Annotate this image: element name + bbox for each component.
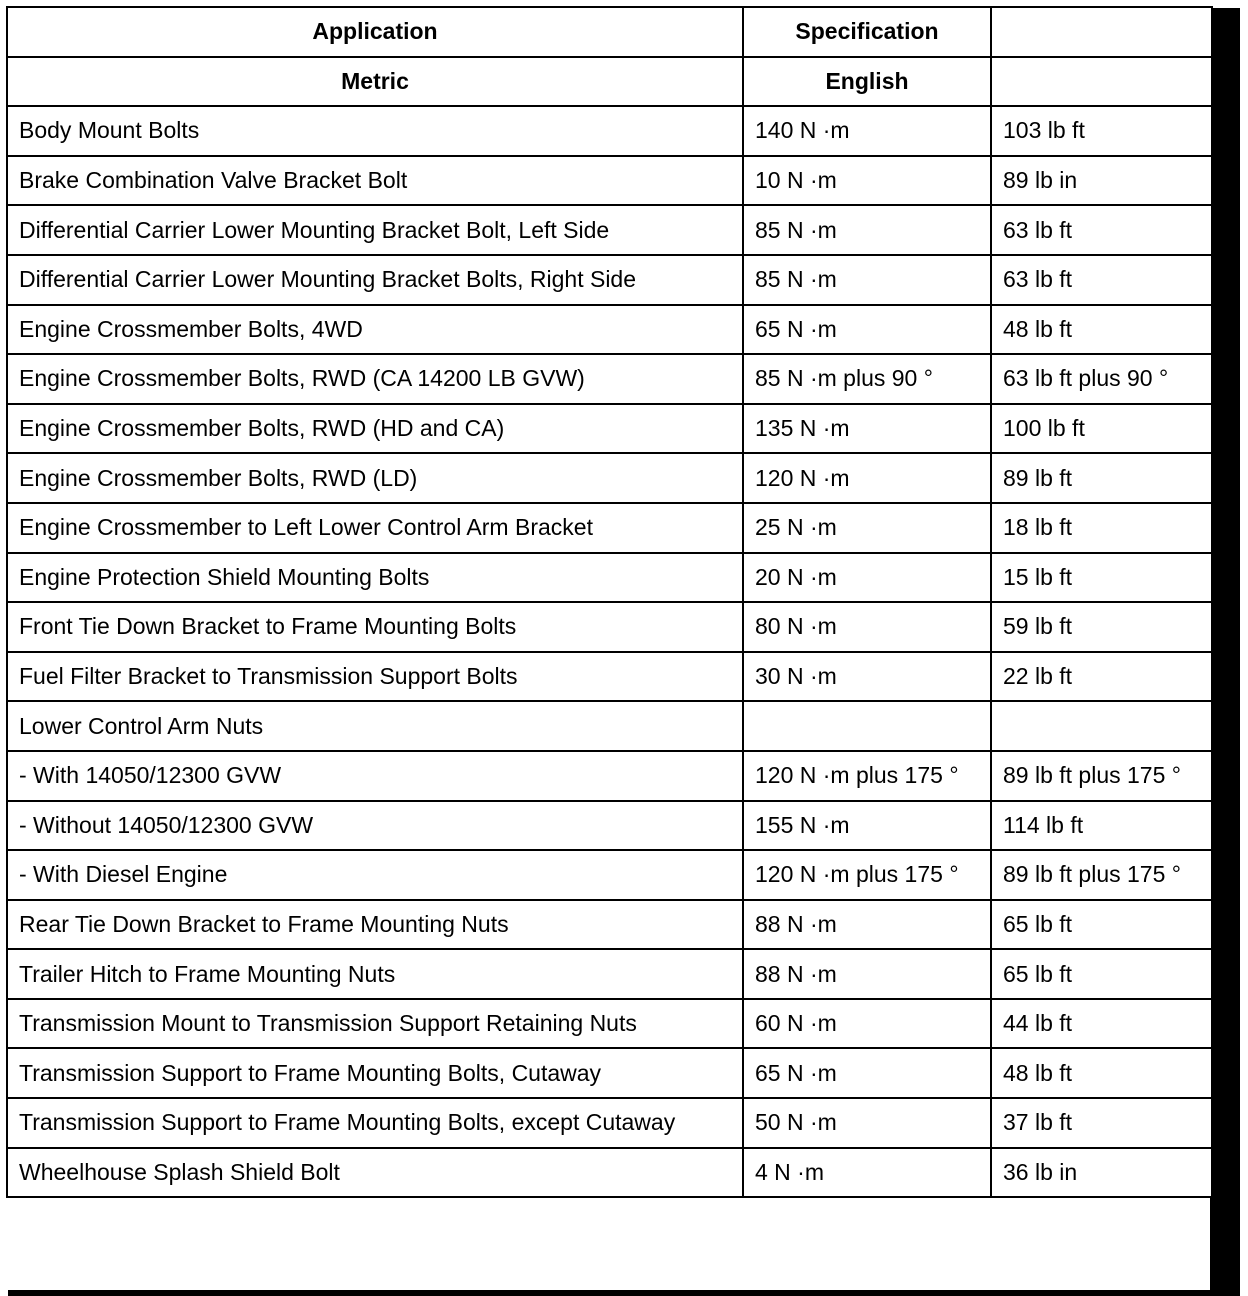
cell-metric: 85 N ·m plus 90 ° xyxy=(743,354,991,404)
cell-english: 63 lb ft xyxy=(991,255,1212,305)
header-specification: Specification xyxy=(743,7,991,57)
cell-application: Differential Carrier Lower Mounting Bracket Bolts, Right Side xyxy=(7,255,743,305)
header-row-2 xyxy=(7,57,1212,107)
cell-application: Engine Crossmember Bolts, RWD (LD) xyxy=(7,453,743,503)
cell-english: 114 lb ft xyxy=(991,801,1212,851)
cell-application: Wheelhouse Splash Shield Bolt xyxy=(7,1148,743,1198)
table-row xyxy=(7,701,1212,751)
cell-metric: 155 N ·m xyxy=(743,801,991,851)
cell-application: Fuel Filter Bracket to Transmission Support Bolts xyxy=(7,652,743,702)
table-shadow-bottom xyxy=(8,1290,1240,1296)
cell-application: Rear Tie Down Bracket to Frame Mounting Nuts xyxy=(7,900,743,950)
table-row xyxy=(7,156,1212,206)
cell-application: Transmission Mount to Transmission Support Retaining Nuts xyxy=(7,999,743,1049)
cell-application: Front Tie Down Bracket to Frame Mounting Bolts xyxy=(7,602,743,652)
cell-application: - With Diesel Engine xyxy=(7,850,743,900)
cell-metric: 4 N ·m xyxy=(743,1148,991,1198)
cell-metric: 120 N ·m xyxy=(743,453,991,503)
cell-english xyxy=(991,701,1212,751)
cell-metric: 120 N ·m plus 175 ° xyxy=(743,751,991,801)
cell-english: 63 lb ft xyxy=(991,205,1212,255)
cell-english: 48 lb ft xyxy=(991,1048,1212,1098)
cell-application: Brake Combination Valve Bracket Bolt xyxy=(7,156,743,206)
table-row xyxy=(7,801,1212,851)
cell-english: 89 lb ft plus 175 ° xyxy=(991,850,1212,900)
header-blank-2 xyxy=(991,57,1212,107)
cell-english: 89 lb ft plus 175 ° xyxy=(991,751,1212,801)
table-row xyxy=(7,553,1212,603)
table-row xyxy=(7,305,1212,355)
cell-application: Engine Crossmember Bolts, RWD (CA 14200 LB GVW) xyxy=(7,354,743,404)
cell-english: 44 lb ft xyxy=(991,999,1212,1049)
cell-english: 103 lb ft xyxy=(991,106,1212,156)
cell-english: 89 lb in xyxy=(991,156,1212,206)
cell-application: Trailer Hitch to Frame Mounting Nuts xyxy=(7,949,743,999)
cell-english: 36 lb in xyxy=(991,1148,1212,1198)
cell-metric: 140 N ·m xyxy=(743,106,991,156)
cell-application: Differential Carrier Lower Mounting Bracket Bolt, Left Side xyxy=(7,205,743,255)
cell-application: Transmission Support to Frame Mounting Bolts, Cutaway xyxy=(7,1048,743,1098)
table-row xyxy=(7,205,1212,255)
table-row xyxy=(7,900,1212,950)
table-row xyxy=(7,255,1212,305)
table-row xyxy=(7,949,1212,999)
cell-application: Body Mount Bolts xyxy=(7,106,743,156)
table-row xyxy=(7,999,1212,1049)
cell-application: Engine Crossmember Bolts, RWD (HD and CA) xyxy=(7,404,743,454)
header-metric: Metric xyxy=(7,57,743,107)
cell-metric: 60 N ·m xyxy=(743,999,991,1049)
cell-metric: 25 N ·m xyxy=(743,503,991,553)
cell-english: 59 lb ft xyxy=(991,602,1212,652)
header-row-1 xyxy=(7,7,1212,57)
table-row xyxy=(7,453,1212,503)
table-row xyxy=(7,1098,1212,1148)
fastener-specification-table xyxy=(6,6,1213,1198)
cell-application: Engine Crossmember Bolts, 4WD xyxy=(7,305,743,355)
cell-english: 100 lb ft xyxy=(991,404,1212,454)
cell-metric xyxy=(743,701,991,751)
cell-metric: 50 N ·m xyxy=(743,1098,991,1148)
table-body xyxy=(7,106,1212,1197)
cell-metric: 85 N ·m xyxy=(743,255,991,305)
cell-metric: 65 N ·m xyxy=(743,1048,991,1098)
table-row xyxy=(7,602,1212,652)
cell-metric: 80 N ·m xyxy=(743,602,991,652)
cell-metric: 135 N ·m xyxy=(743,404,991,454)
table-row xyxy=(7,751,1212,801)
table-row xyxy=(7,1048,1212,1098)
cell-english: 65 lb ft xyxy=(991,949,1212,999)
header-application: Application xyxy=(7,7,743,57)
cell-english: 63 lb ft plus 90 ° xyxy=(991,354,1212,404)
table-row xyxy=(7,404,1212,454)
table-row xyxy=(7,503,1212,553)
cell-application: - Without 14050/12300 GVW xyxy=(7,801,743,851)
table-row xyxy=(7,106,1212,156)
cell-english: 22 lb ft xyxy=(991,652,1212,702)
table-row xyxy=(7,652,1212,702)
cell-metric: 20 N ·m xyxy=(743,553,991,603)
cell-english: 89 lb ft xyxy=(991,453,1212,503)
cell-english: 15 lb ft xyxy=(991,553,1212,603)
cell-metric: 65 N ·m xyxy=(743,305,991,355)
table-shadow-right xyxy=(1210,8,1240,1296)
cell-english: 65 lb ft xyxy=(991,900,1212,950)
cell-english: 48 lb ft xyxy=(991,305,1212,355)
table-row xyxy=(7,354,1212,404)
cell-metric: 88 N ·m xyxy=(743,949,991,999)
cell-metric: 85 N ·m xyxy=(743,205,991,255)
cell-metric: 120 N ·m plus 175 ° xyxy=(743,850,991,900)
cell-metric: 88 N ·m xyxy=(743,900,991,950)
table-row xyxy=(7,850,1212,900)
cell-metric: 30 N ·m xyxy=(743,652,991,702)
table-row xyxy=(7,1148,1212,1198)
cell-metric: 10 N ·m xyxy=(743,156,991,206)
cell-application: Engine Protection Shield Mounting Bolts xyxy=(7,553,743,603)
cell-application: Transmission Support to Frame Mounting Bolts, except Cutaway xyxy=(7,1098,743,1148)
cell-english: 18 lb ft xyxy=(991,503,1212,553)
header-blank xyxy=(991,7,1212,57)
cell-application: Engine Crossmember to Left Lower Control Arm Bracket xyxy=(7,503,743,553)
header-english: English xyxy=(743,57,991,107)
cell-application: Lower Control Arm Nuts xyxy=(7,701,743,751)
cell-english: 37 lb ft xyxy=(991,1098,1212,1148)
cell-application: - With 14050/12300 GVW xyxy=(7,751,743,801)
